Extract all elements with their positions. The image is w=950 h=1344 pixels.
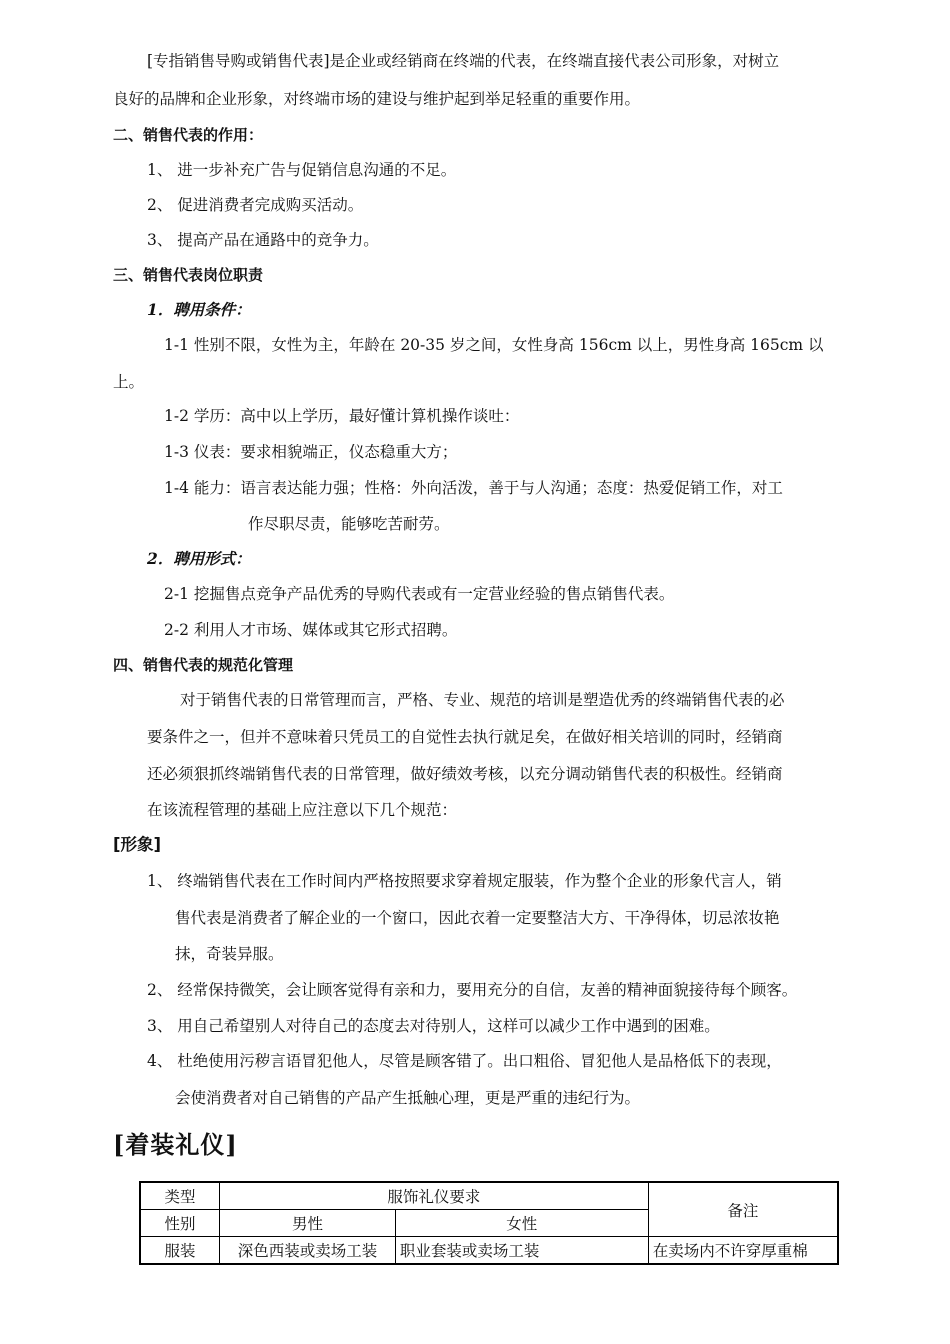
section2-item-2: 2、 促进消费者完成购买活动。 bbox=[147, 196, 364, 214]
section2-item-1: 1、 进一步补充广告与促销信息沟通的不足。 bbox=[147, 161, 457, 179]
cond-1-2: 1-2 学历：高中以上学历，最好懂计算机操作谈吐： bbox=[164, 407, 520, 425]
table-row bbox=[140, 1182, 838, 1210]
dress-etiquette-table bbox=[139, 1181, 839, 1265]
table-row bbox=[140, 1237, 838, 1265]
image-item-4-a: 4、 杜绝使用污秽言语冒犯他人，尽管是顾客错了。出口粗俗、冒犯他人是品格低下的表现， bbox=[147, 1052, 782, 1070]
image-item-1-b: 售代表是消费者了解企业的一个窗口，因此衣着一定要整洁大方、干净得体，切忌浓妆艳 bbox=[175, 909, 780, 927]
section3-heading: 三、销售代表岗位职责 bbox=[113, 266, 264, 284]
section4-heading: 四、销售代表的规范化管理 bbox=[113, 656, 294, 674]
header-male: 男性 bbox=[220, 1210, 396, 1237]
dress-heading: [着装礼仪] bbox=[113, 1130, 238, 1159]
section4-para-line-2: 要条件之一，但并不意味着只凭员工的自觉性去执行就足矣，在做好相关培训的同时，经销商 bbox=[147, 728, 783, 746]
image-heading: [形象] bbox=[113, 835, 162, 854]
form-2-2: 2-2 利用人才市场、媒体或其它形式招聘。 bbox=[164, 621, 458, 639]
form-2-1: 2-1 挖掘售点竞争产品优秀的导购代表或有一定营业经验的售点销售代表。 bbox=[164, 585, 675, 603]
section3-sub2: 2．聘用形式： bbox=[147, 549, 251, 568]
intro-line-1: [专指销售导购或销售代表]是企业或经销商在终端的代表，在终端直接代表公司形象，对树立 bbox=[147, 52, 780, 70]
cell-note: 在卖场内不许穿厚重棉 bbox=[648, 1237, 838, 1265]
section2-heading: 二、销售代表的作用： bbox=[113, 126, 264, 144]
cond-1-3: 1-3 仪表：要求相貌端正，仪态稳重大方； bbox=[164, 443, 458, 461]
cell-male: 深色西装或卖场工装 bbox=[220, 1237, 396, 1265]
section3-sub1: 1．聘用条件： bbox=[147, 300, 251, 319]
cond-1-4-a: 1-4 能力：语言表达能力强；性格：外向活泼，善于与人沟通；态度：热爱促销工作，对工 bbox=[164, 479, 783, 497]
header-type: 类型 bbox=[140, 1182, 220, 1210]
cell-female: 职业套装或卖场工装 bbox=[395, 1237, 648, 1265]
section4-para-line-3: 还必须狠抓终端销售代表的日常管理，做好绩效考核，以充分调动销售代表的积极性。经销商 bbox=[147, 765, 783, 783]
header-gender: 性别 bbox=[140, 1210, 220, 1237]
cond-1-1-a: 1-1 性别不限，女性为主，年龄在 20-35 岁之间，女性身高 156cm 以上，男性身高 165cm 以 bbox=[164, 336, 824, 354]
section4-para-line-1: 对于销售代表的日常管理而言，严格、专业、规范的培训是塑造优秀的终端销售代表的必 bbox=[180, 691, 785, 709]
section2-item-3: 3、 提高产品在通路中的竞争力。 bbox=[147, 231, 379, 249]
cell-type: 服装 bbox=[140, 1237, 220, 1265]
image-item-1-c: 抹，奇装异服。 bbox=[175, 945, 284, 963]
image-item-4-b: 会使消费者对自己销售的产品产生抵触心理，更是严重的违纪行为。 bbox=[175, 1089, 641, 1107]
section4-para-line-4: 在该流程管理的基础上应注意以下几个规范： bbox=[147, 801, 458, 819]
header-requirement: 服饰礼仪要求 bbox=[220, 1182, 649, 1210]
image-item-2: 2、 经常保持微笑，会让顾客觉得有亲和力，要用充分的自信，友善的精神面貌接待每个顾客。 bbox=[147, 981, 798, 999]
header-female: 女性 bbox=[395, 1210, 648, 1237]
header-note: 备注 bbox=[648, 1182, 838, 1237]
image-item-1-a: 1、 终端销售代表在工作时间内严格按照要求穿着规定服装，作为整个企业的形象代言人，销 bbox=[147, 872, 782, 890]
cond-1-4-b: 作尽职尽责，能够吃苦耐劳。 bbox=[248, 515, 450, 533]
intro-line-2: 良好的品牌和企业形象，对终端市场的建设与维护起到举足轻重的重要作用。 bbox=[113, 90, 641, 108]
cond-1-1-b: 上。 bbox=[113, 373, 145, 391]
image-item-3: 3、 用自己希望别人对待自己的态度去对待别人，这样可以减少工作中遇到的困难。 bbox=[147, 1017, 720, 1035]
